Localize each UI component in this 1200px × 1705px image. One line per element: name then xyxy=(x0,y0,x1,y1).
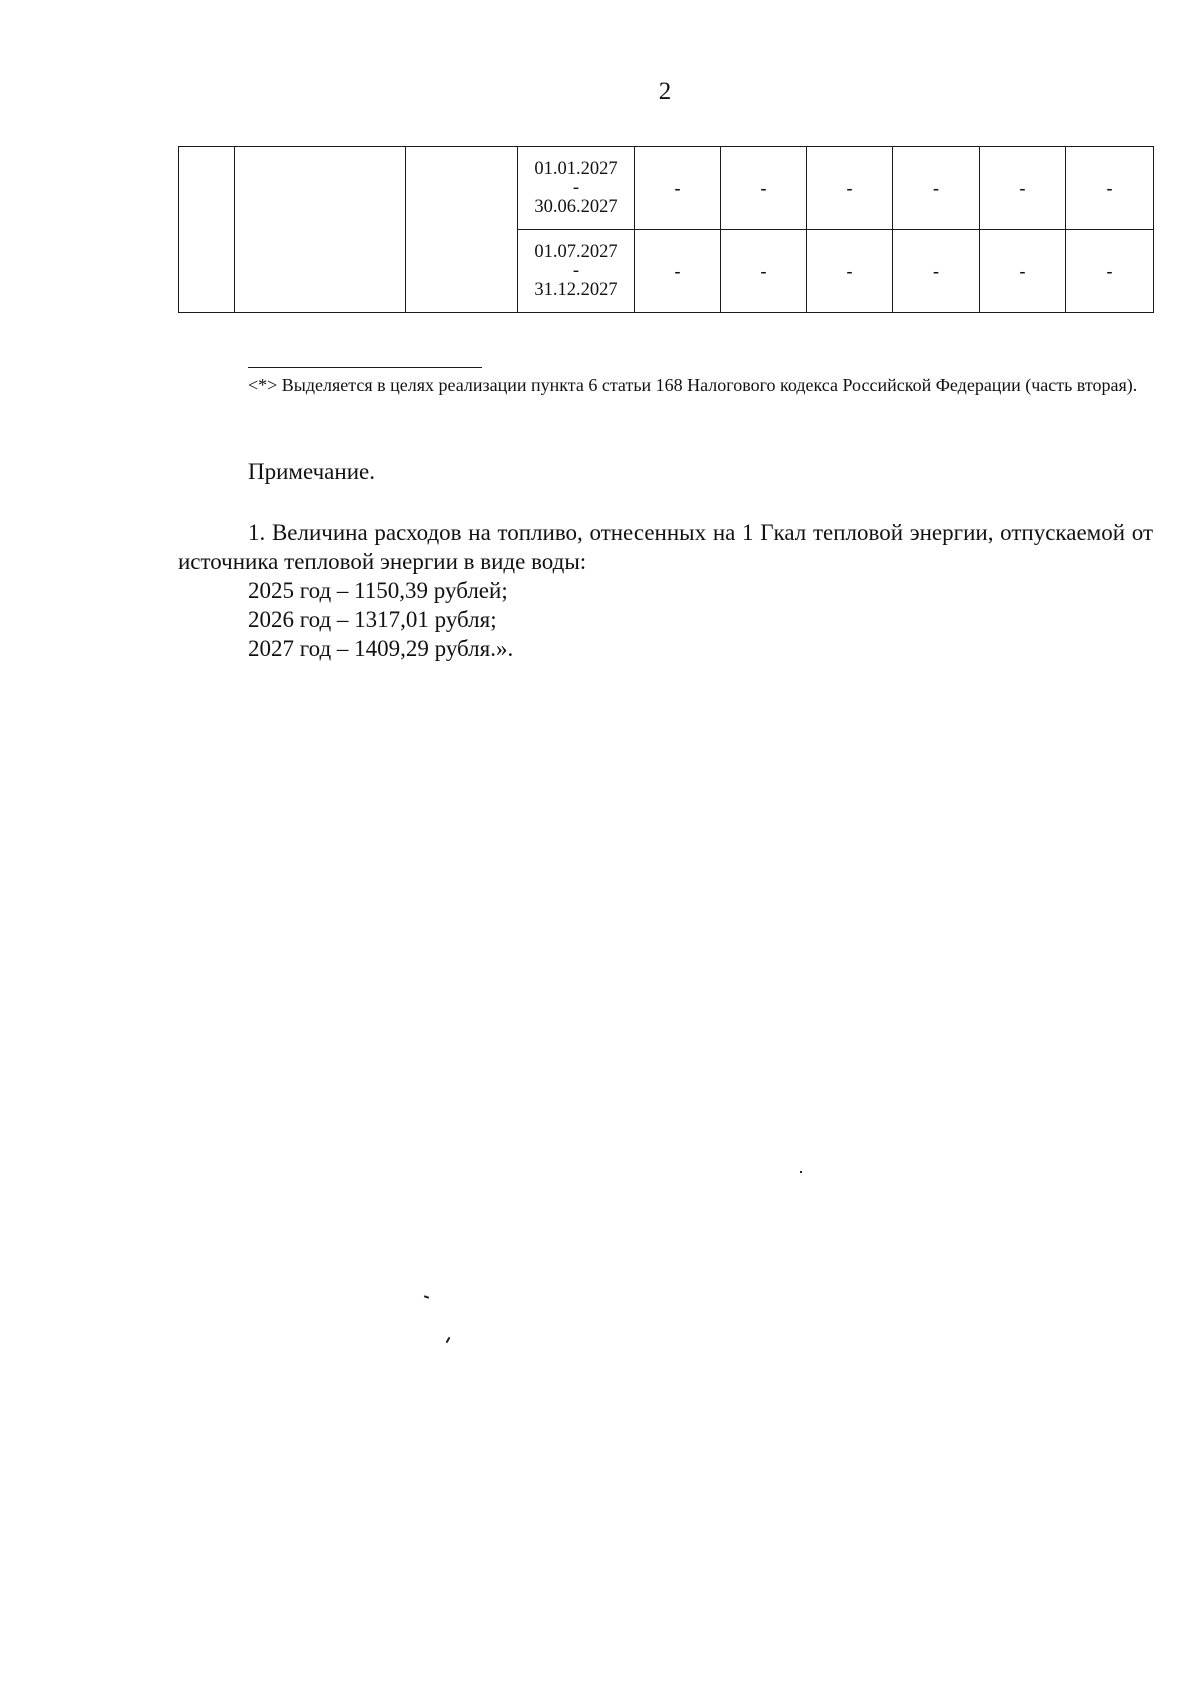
note-item-1: 1. Величина расходов на топливо, отнесенных на 1 Гкал тепловой энергии, отпускаемой от источника тепловой энергии в виде воды: xyxy=(178,520,1153,574)
table-cell-organization xyxy=(235,147,406,313)
note-body xyxy=(178,518,1153,663)
note-year-line: 2026 год – 1317,01 рубля; xyxy=(248,607,497,632)
period-end: 30.06.2027 xyxy=(534,197,618,217)
table-cell-period xyxy=(518,230,635,313)
value-dash: - xyxy=(674,260,681,281)
table-cell-type xyxy=(406,147,518,313)
scan-speck xyxy=(800,1171,802,1173)
note-heading: Примечание. xyxy=(248,459,375,484)
value-dash: - xyxy=(674,177,681,198)
table-cell-value xyxy=(980,147,1066,230)
table-cell-value xyxy=(807,230,893,313)
value-dash: - xyxy=(933,260,939,281)
note-year-line: 2025 год – 1150,39 рублей; xyxy=(248,578,508,603)
table-cell-value xyxy=(635,230,721,313)
period-start: 01.01.2027 xyxy=(534,159,618,179)
table-cell-value xyxy=(635,147,721,230)
value-dash: - xyxy=(1106,177,1113,198)
value-dash: - xyxy=(1019,260,1026,281)
period-separator: - xyxy=(572,178,580,198)
scan-speck xyxy=(424,1295,429,1299)
table-cell-value xyxy=(1066,230,1154,313)
value-dash: - xyxy=(760,260,767,281)
period-separator: - xyxy=(572,261,580,281)
value-dash: - xyxy=(933,177,939,198)
footnote-text: <*> Выделяется в целях реализации пункта 6 статьи 168 Налогового кодекса Российской Федерации (часть вторая). xyxy=(248,375,1138,395)
value-dash: - xyxy=(846,260,853,281)
footnote-divider xyxy=(248,367,482,368)
table-cell-value xyxy=(721,147,807,230)
table-cell-number xyxy=(179,147,235,313)
page-number: 2 xyxy=(658,78,672,105)
table-cell-value xyxy=(807,147,893,230)
value-dash: - xyxy=(1019,177,1026,198)
tariff-table xyxy=(178,146,1154,313)
period-end: 31.12.2027 xyxy=(534,280,618,300)
table-cell-value xyxy=(980,230,1066,313)
table-cell-value xyxy=(893,230,980,313)
table-cell-value xyxy=(1066,147,1154,230)
value-dash: - xyxy=(760,177,767,198)
value-dash: - xyxy=(1106,260,1113,281)
scan-speck xyxy=(446,1337,451,1343)
value-dash: - xyxy=(846,177,853,198)
period-start: 01.07.2027 xyxy=(534,242,618,262)
note-year-line: 2027 год – 1409,29 рубля.». xyxy=(248,636,514,661)
table-cell-value xyxy=(721,230,807,313)
table-cell-value xyxy=(893,147,980,230)
table-row xyxy=(179,147,1154,230)
table-cell-period xyxy=(518,147,635,230)
